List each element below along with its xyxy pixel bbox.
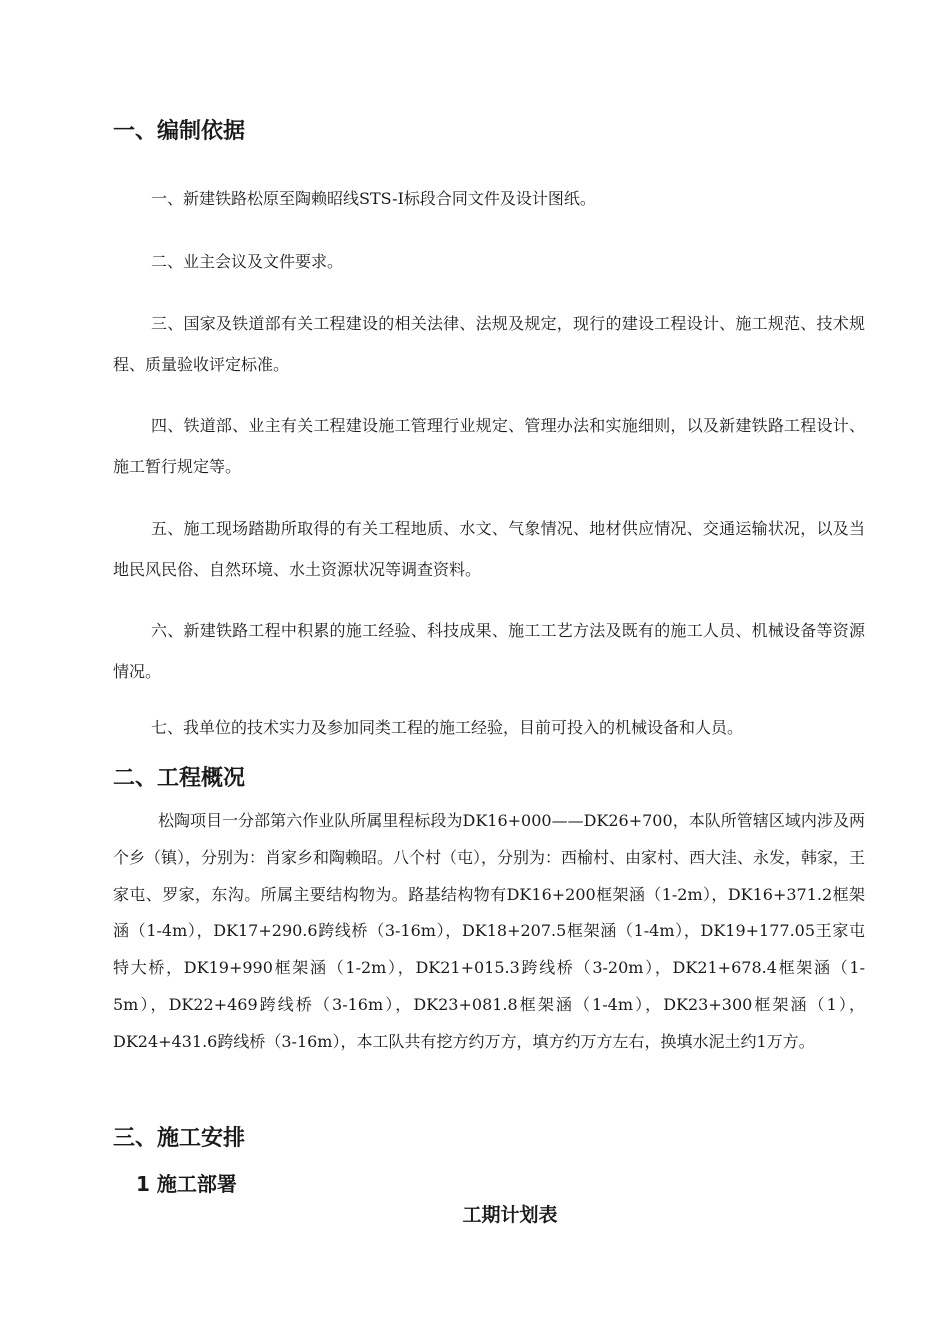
basis-item-3: 三、国家及铁道部有关工程建设的相关法律、法规及规定，现行的建设工程设计、施工规范、技术规程、质量验收评定标准。 [113,314,865,374]
basis-item-6: 六、新建铁路工程中积累的施工经验、科技成果、施工工艺方法及既有的施工人员、机械设备等资源情况。 [113,621,865,681]
basis-item-1: 一、新建铁路松原至陶赖昭线STS-Ⅰ标段合同文件及设计图纸。 [151,189,596,208]
subheading-deployment: 1 施工部署 [136,1172,237,1196]
section-heading-arrangement: 三、施工安排 [113,1126,246,1151]
basis-item-2: 二、业主会议及文件要求。 [151,252,344,271]
section-heading-basis: 一、编制依据 [113,119,246,144]
section-heading-overview: 二、工程概况 [113,766,246,791]
overview-paragraph: 松陶项目一分部第六作业队所属里程标段为DK16+000——DK26+700，本队所管辖区域内涉及两个乡（镇），分别为：肖家乡和陶赖昭。八个村（屯），分别为：西榆村、由家村、西大洼、永发，韩家，王家屯、罗家，东沟。所属主要结构物为。路基结构物有DK16+200框架涵（1-2m），DK16+371.2框架涵（1-4m），DK17+290.6跨线桥（3-16m），DK18+207.5框架涵（1-4m），DK19+177.05王家屯特大桥，DK19+990框架涵（1-2m），DK21+015.3跨线桥（3-20m），DK21+678.4框架涵（1-5m），DK22+469跨线桥（3-16m），DK23+081.8框架涵（1-4m），DK23+300框架涵（1），DK24+431.6跨线桥（3-16m），本工队共有挖方约万方，填方约万方左右，换填水泥土约1万方。 [113,811,866,1051]
schedule-table-title: 工期计划表 [462,1204,558,1226]
basis-item-7: 七、我单位的技术实力及参加同类工程的施工经验，目前可投入的机械设备和人员。 [151,718,744,737]
basis-item-5: 五、施工现场踏勘所取得的有关工程地质、水文、气象情况、地材供应情况、交通运输状况，以及当地民风民俗、自然环境、水土资源状况等调查资料。 [113,519,865,579]
basis-item-4: 四、铁道部、业主有关工程建设施工管理行业规定、管理办法和实施细则，以及新建铁路工程设计、施工暂行规定等。 [113,416,865,476]
